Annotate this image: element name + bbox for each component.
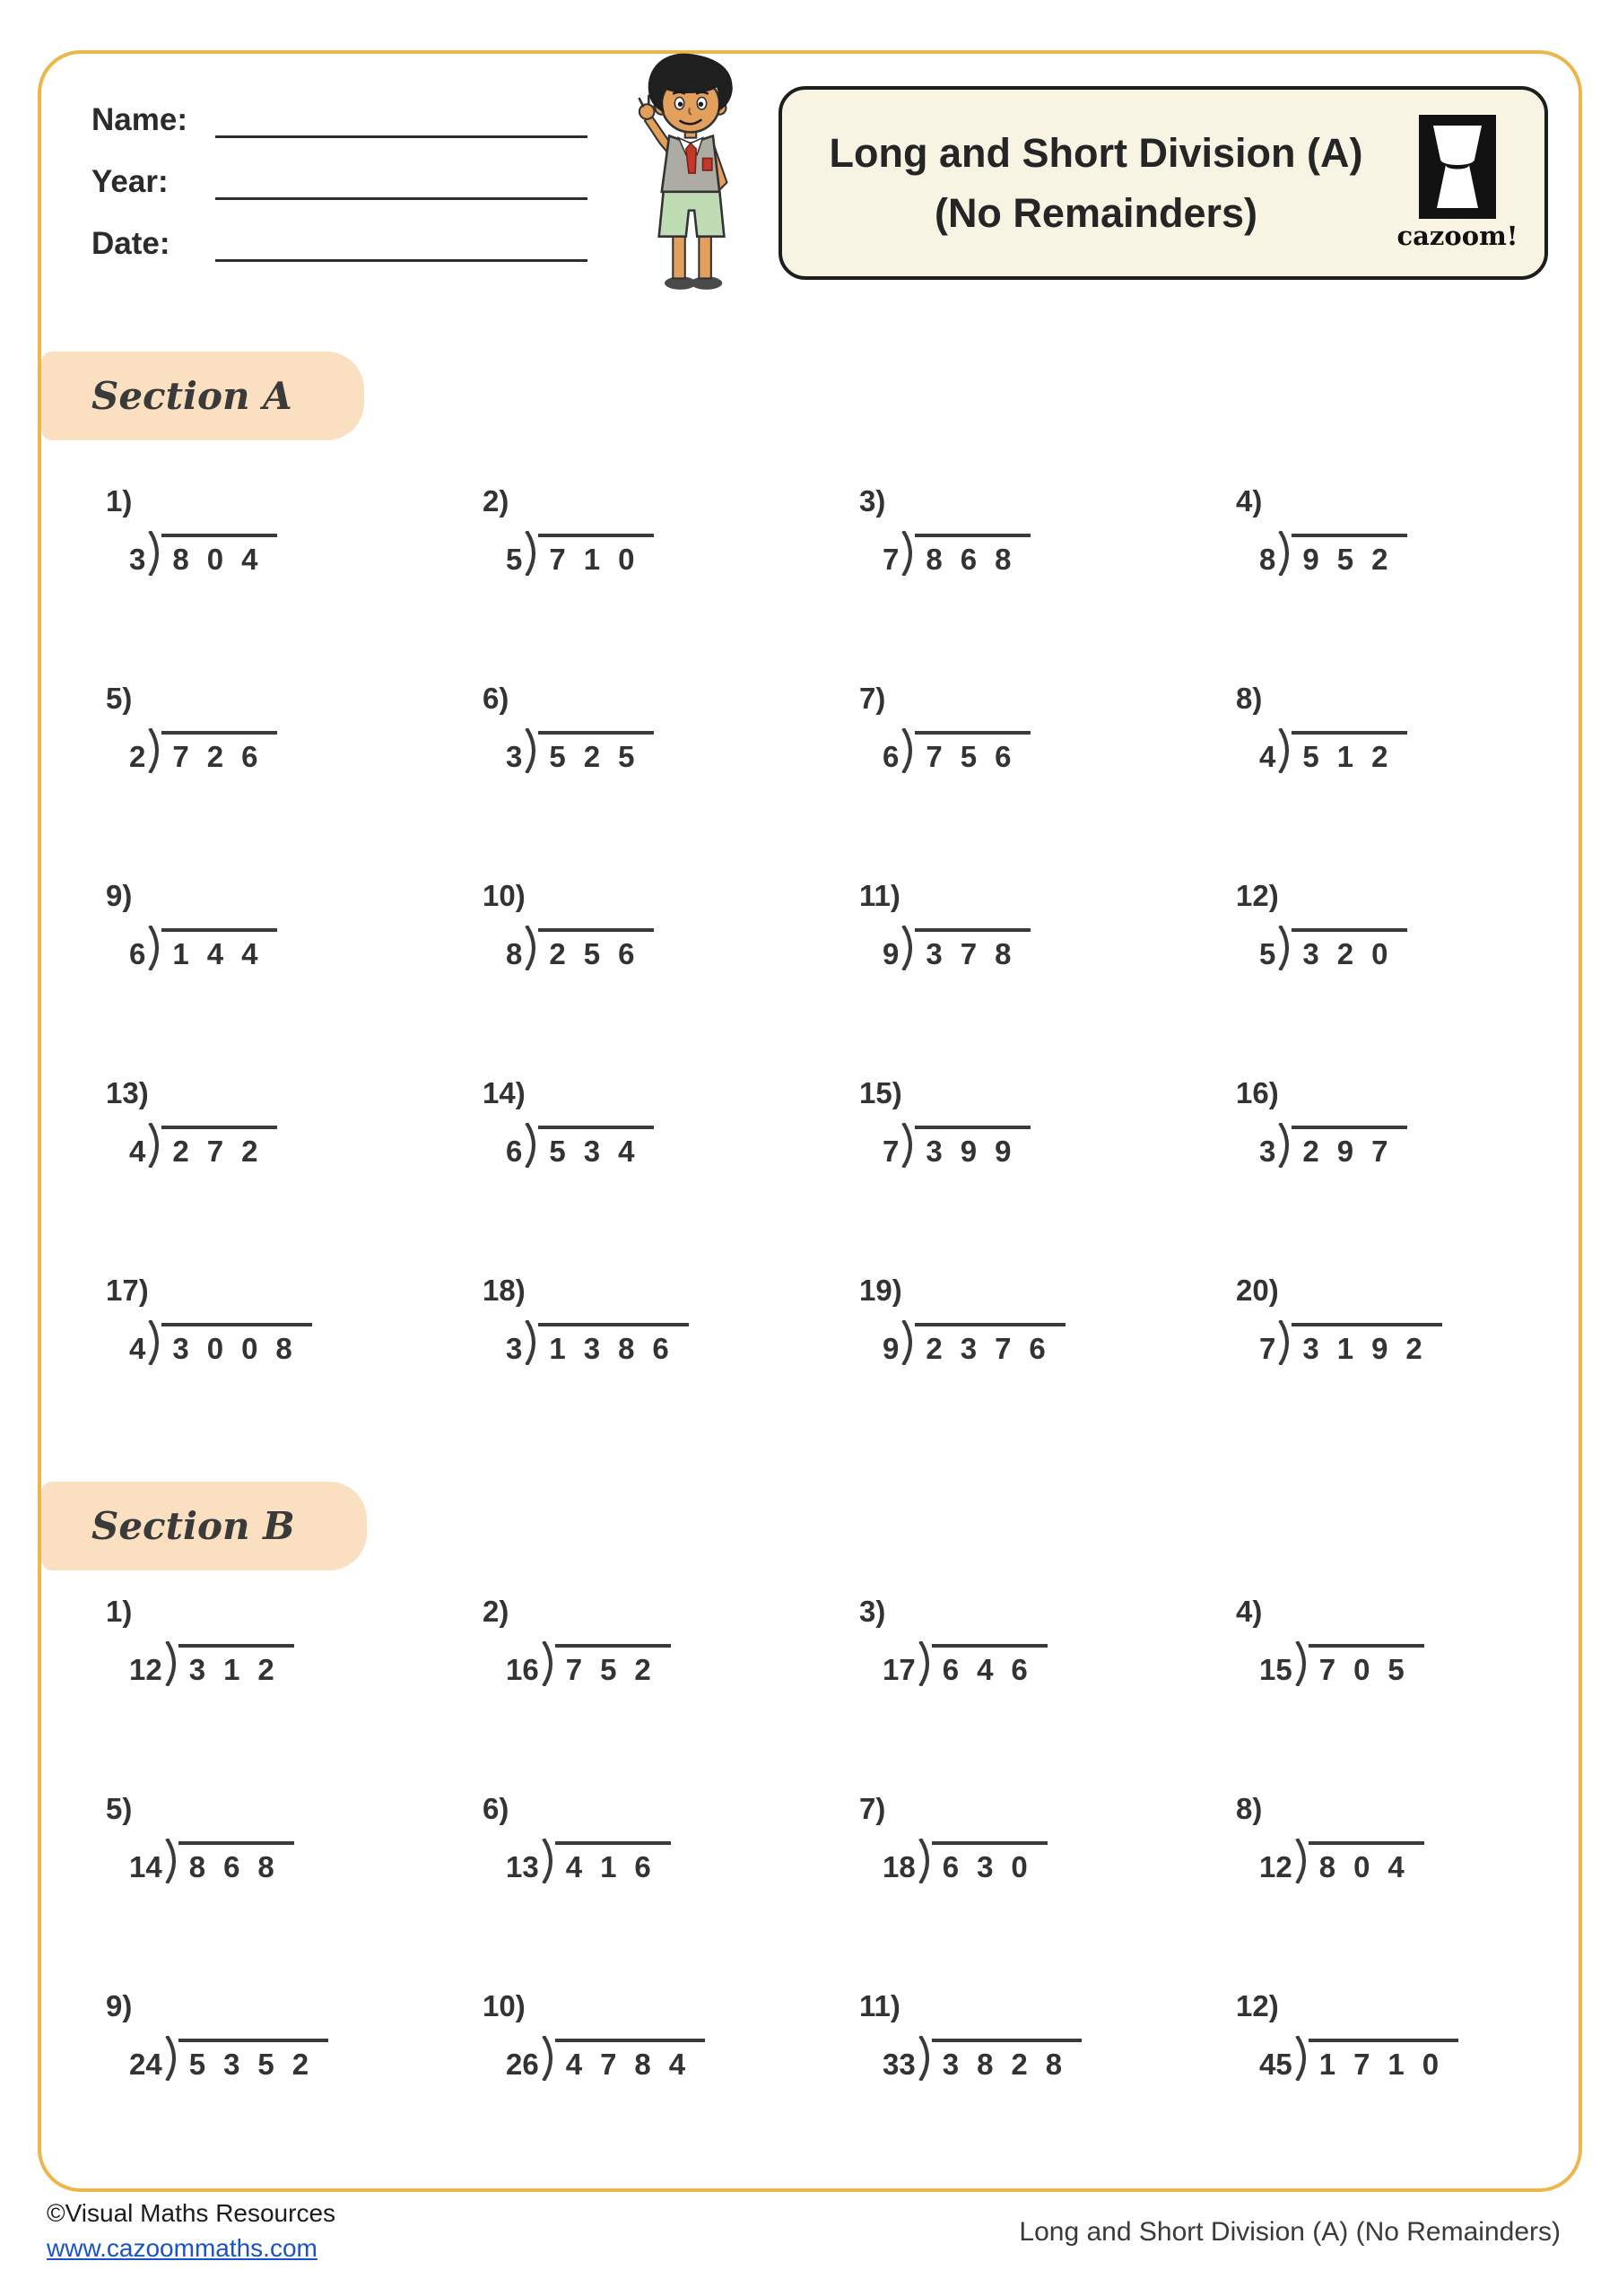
- division-expression: [506, 1320, 689, 1365]
- division-problem: [65, 1076, 441, 1274]
- problem-number: 5): [106, 1792, 133, 1825]
- divisor: 33: [883, 2048, 916, 2081]
- problem-number: 11): [859, 879, 900, 912]
- problem-number: 12): [1236, 879, 1279, 912]
- division-problem: [1195, 879, 1571, 1076]
- problem-number: 1): [106, 1595, 133, 1628]
- problem-number: 12): [1236, 1989, 1279, 2022]
- division-problem: [65, 879, 441, 1076]
- division-expression: [1259, 1123, 1407, 1168]
- divisor: 9: [883, 937, 900, 970]
- section-a-problems: [65, 484, 1571, 1471]
- section-b-problems: [65, 1595, 1571, 2187]
- division-expression: [506, 2036, 705, 2081]
- division-expression: [506, 728, 654, 773]
- name-label: Name:: [91, 102, 187, 137]
- divisor: 13: [506, 1850, 539, 1883]
- division-problem: [65, 1595, 441, 1792]
- worksheet-title: [802, 123, 1390, 244]
- division-problem: [1195, 484, 1571, 682]
- divisor: 24: [129, 2048, 162, 2081]
- dividend: 868: [178, 1841, 294, 1883]
- division-expression: [1259, 1320, 1442, 1365]
- year-field-row: [91, 159, 587, 200]
- divisor: 5: [506, 543, 523, 576]
- divisor: 3: [1259, 1135, 1276, 1168]
- divisor: 8: [506, 937, 523, 970]
- dividend: 5352: [178, 2039, 328, 2081]
- divisor: 3: [506, 1332, 523, 1365]
- divisor: 12: [1259, 1850, 1292, 1883]
- problem-number: 13): [106, 1076, 149, 1109]
- footer-left: [47, 2199, 335, 2263]
- problem-number: 4): [1236, 484, 1263, 517]
- divisor: 5: [1259, 937, 1276, 970]
- dividend: 646: [932, 1644, 1048, 1686]
- boy-illustration: [619, 50, 762, 297]
- division-expression: [506, 1123, 654, 1168]
- division-expression: [883, 728, 1031, 773]
- dividend: 525: [538, 731, 654, 773]
- dividend: 3008: [161, 1323, 311, 1365]
- division-problem: [65, 1792, 441, 1989]
- division-expression: [1259, 926, 1407, 970]
- dividend: 297: [1292, 1126, 1407, 1168]
- division-expression: [129, 531, 277, 576]
- divisor: 4: [129, 1135, 146, 1168]
- header-fields: [91, 97, 587, 283]
- dividend: 804: [161, 534, 277, 576]
- dividend: 752: [555, 1644, 671, 1686]
- problem-number: 19): [859, 1274, 902, 1307]
- problem-number: 7): [859, 682, 886, 715]
- website-link[interactable]: www.cazoommaths.com: [47, 2234, 318, 2262]
- division-problem: [1195, 1792, 1571, 1989]
- dividend: 256: [538, 928, 654, 970]
- problem-number: 10): [483, 1989, 526, 2022]
- dividend: 804: [1309, 1841, 1424, 1883]
- division-expression: [883, 1320, 1066, 1365]
- division-problem: [441, 1989, 818, 2187]
- problem-number: 16): [1236, 1076, 1279, 1109]
- division-problem: [818, 1792, 1195, 1989]
- year-blank-line: [215, 161, 587, 200]
- divisor: 3: [506, 740, 523, 773]
- division-problem: [818, 1595, 1195, 1792]
- division-problem: [441, 682, 818, 879]
- year-label: Year:: [91, 164, 169, 199]
- division-expression: [129, 1320, 312, 1365]
- problem-number: 9): [106, 1989, 133, 2022]
- problem-number: 20): [1236, 1274, 1279, 1307]
- dividend: 312: [178, 1644, 294, 1686]
- divisor: 4: [129, 1332, 146, 1365]
- dividend: 512: [1292, 731, 1407, 773]
- division-expression: [1259, 1641, 1424, 1686]
- problem-number: 11): [859, 1989, 900, 2022]
- division-expression: [1259, 1839, 1424, 1883]
- dividend: 3192: [1292, 1323, 1441, 1365]
- division-problem: [818, 682, 1195, 879]
- division-expression: [1259, 2036, 1458, 2081]
- divisor: 8: [1259, 543, 1276, 576]
- divisor: 7: [883, 543, 900, 576]
- divisor: 2: [129, 740, 146, 773]
- division-expression: [506, 531, 654, 576]
- section-a-heading: Section A: [41, 352, 364, 440]
- date-label: Date:: [91, 226, 170, 261]
- divisor: 15: [1259, 1653, 1292, 1686]
- division-problem: [441, 1792, 818, 1989]
- division-expression: [129, 2036, 328, 2081]
- problem-number: 9): [106, 879, 133, 912]
- problem-number: 6): [483, 1792, 509, 1825]
- problem-number: 2): [483, 1595, 509, 1628]
- division-expression: [506, 1839, 671, 1883]
- problem-number: 17): [106, 1274, 149, 1307]
- division-expression: [129, 1123, 277, 1168]
- division-problem: [441, 879, 818, 1076]
- problem-number: 8): [1236, 682, 1263, 715]
- division-expression: [129, 926, 277, 970]
- division-problem: [818, 1274, 1195, 1471]
- dividend: 1710: [1309, 2039, 1458, 2081]
- divisor: 17: [883, 1653, 916, 1686]
- division-problem: [65, 484, 441, 682]
- problem-number: 10): [483, 879, 526, 912]
- division-problem: [1195, 1076, 1571, 1274]
- problem-number: 18): [483, 1274, 526, 1307]
- problem-number: 3): [859, 484, 886, 517]
- dividend: 868: [915, 534, 1031, 576]
- drum-icon: [1419, 115, 1496, 219]
- dividend: 534: [538, 1126, 654, 1168]
- divisor: 6: [883, 740, 900, 773]
- date-blank-line: [215, 223, 587, 262]
- problem-number: 14): [483, 1076, 526, 1109]
- divisor: 26: [506, 2048, 539, 2081]
- divisor: 6: [506, 1135, 523, 1168]
- dividend: 416: [555, 1841, 671, 1883]
- problem-number: 7): [859, 1792, 886, 1825]
- divisor: 14: [129, 1850, 162, 1883]
- divisor: 7: [1259, 1332, 1276, 1365]
- problem-number: 15): [859, 1076, 902, 1109]
- divisor: 9: [883, 1332, 900, 1365]
- problem-number: 1): [106, 484, 133, 517]
- dividend: 144: [161, 928, 277, 970]
- division-problem: [1195, 1989, 1571, 2187]
- dividend: 705: [1309, 1644, 1424, 1686]
- divisor: 16: [506, 1653, 539, 1686]
- dividend: 378: [915, 928, 1031, 970]
- cazoom-logo: [1390, 115, 1525, 251]
- date-field-row: [91, 221, 587, 262]
- division-expression: [1259, 531, 1407, 576]
- problem-number: 3): [859, 1595, 886, 1628]
- dividend: 4784: [555, 2039, 705, 2081]
- division-expression: [883, 1641, 1048, 1686]
- problem-number: 2): [483, 484, 509, 517]
- division-expression: [883, 531, 1031, 576]
- problem-number: 4): [1236, 1595, 1263, 1628]
- division-problem: [818, 1076, 1195, 1274]
- division-problem: [441, 484, 818, 682]
- worksheet-title-box: [779, 86, 1548, 280]
- division-expression: [129, 1641, 294, 1686]
- division-problem: [441, 1274, 818, 1471]
- cazoom-logo-word: cazoom!: [1396, 221, 1518, 251]
- divisor: 3: [129, 543, 146, 576]
- division-problem: [441, 1595, 818, 1792]
- problem-number: 8): [1236, 1792, 1263, 1825]
- section-b-heading: Section B: [41, 1482, 367, 1570]
- division-expression: [1259, 728, 1407, 773]
- division-problem: [1195, 682, 1571, 879]
- divisor: 6: [129, 937, 146, 970]
- division-expression: [883, 1123, 1031, 1168]
- division-expression: [506, 926, 654, 970]
- division-expression: [506, 1641, 671, 1686]
- dividend: 952: [1292, 534, 1407, 576]
- worksheet-title-line2: (No Remainders): [934, 190, 1258, 236]
- name-field-row: [91, 97, 587, 138]
- division-expression: [883, 1839, 1048, 1883]
- divisor: 4: [1259, 740, 1276, 773]
- name-blank-line: [215, 100, 587, 138]
- divisor: 45: [1259, 2048, 1292, 2081]
- division-problem: [1195, 1595, 1571, 1792]
- copyright-text: ©Visual Maths Resources: [47, 2199, 336, 2227]
- division-problem: [65, 1989, 441, 2187]
- problem-number: 6): [483, 682, 509, 715]
- division-problem: [441, 1076, 818, 1274]
- dividend: 2376: [915, 1323, 1065, 1365]
- divisor: 7: [883, 1135, 900, 1168]
- dividend: 726: [161, 731, 277, 773]
- division-expression: [883, 926, 1031, 970]
- division-problem: [818, 879, 1195, 1076]
- division-problem: [1195, 1274, 1571, 1471]
- division-problem: [818, 484, 1195, 682]
- dividend: 1386: [538, 1323, 688, 1365]
- dividend: 756: [915, 731, 1031, 773]
- dividend: 630: [932, 1841, 1048, 1883]
- division-expression: [129, 728, 277, 773]
- dividend: 399: [915, 1126, 1031, 1168]
- problem-number: 5): [106, 682, 133, 715]
- division-problem: [65, 1274, 441, 1471]
- dividend: 710: [538, 534, 654, 576]
- dividend: 320: [1292, 928, 1407, 970]
- divisor: 12: [129, 1653, 162, 1686]
- dividend: 3828: [932, 2039, 1082, 2081]
- divisor: 18: [883, 1850, 916, 1883]
- division-expression: [129, 1839, 294, 1883]
- dividend: 272: [161, 1126, 277, 1168]
- division-problem: [818, 1989, 1195, 2187]
- worksheet-title-line1: Long and Short Division (A): [829, 129, 1363, 176]
- division-expression: [883, 2036, 1082, 2081]
- footer-worksheet-title: Long and Short Division (A) (No Remainders): [1019, 2217, 1561, 2247]
- division-problem: [65, 682, 441, 879]
